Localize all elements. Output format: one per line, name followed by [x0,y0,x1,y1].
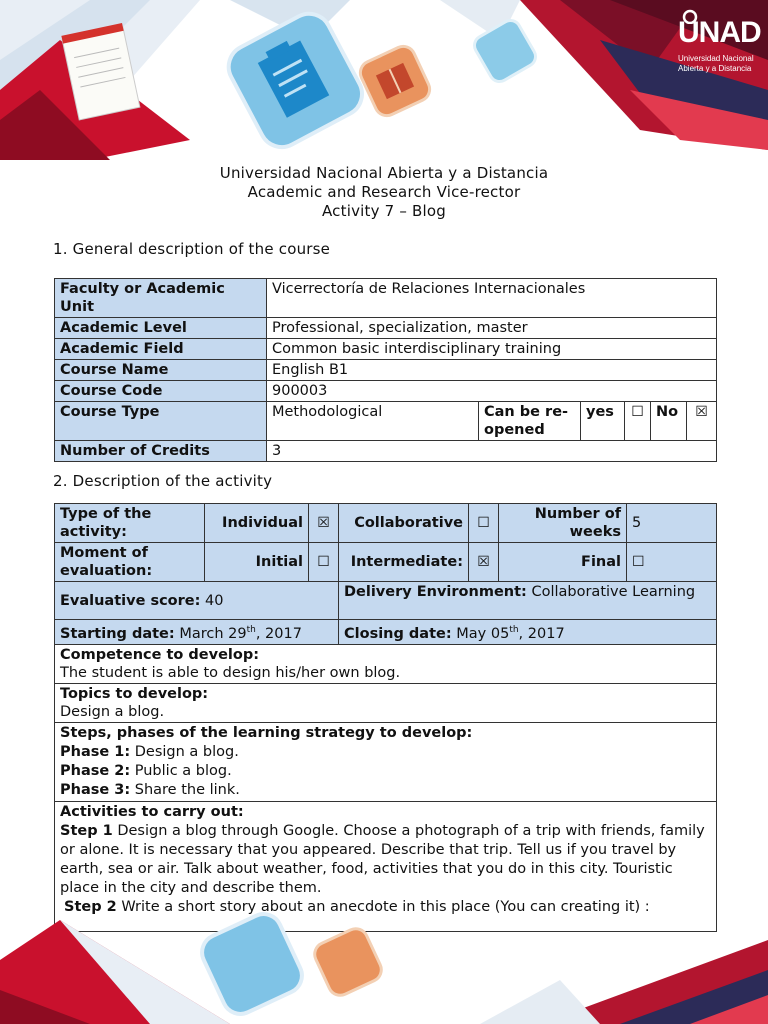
step1-paragraph [60,822,711,898]
table-row [55,318,717,339]
close-date-cell [339,620,717,645]
course-code-value: 900003 [267,381,717,402]
close-date-sup: th [509,625,519,635]
university-name: Universidad Nacional Abierta y a Distancia [219,164,549,182]
course-type-label: Course Type [55,402,267,441]
unad-line2: Abierta y a Distancia [678,64,752,73]
phase3-label: Phase 3: [60,781,131,798]
final-label: Final [499,543,627,582]
start-date-value: March 29 [179,625,247,642]
phase3-value: Share the link. [134,781,240,798]
faculty-label: Faculty or Academic Unit [55,279,267,318]
step1-text: Design a blog through Google. Choose a photograph of a trip with friends, family or alone. It is necessary that you appeared. Describe that trip. Tell us if you travel by earth, sea or air. Talk about weather, food, activities that you do in this city. Touristic place in the city and describe them. [60,822,705,896]
section1-title: 1. General description of the course [53,240,331,258]
table-row [55,801,717,931]
topics-value: Design a blog. [60,703,165,720]
table-row [55,339,717,360]
course-code-label: Course Code [55,381,267,402]
field-value: Common basic interdisciplinary training [267,339,717,360]
collaborative-label: Collaborative [339,504,469,543]
yes-label: yes [581,402,625,441]
individual-label: Individual [205,504,309,543]
table-row [55,402,717,441]
reopen-label: Can be re-opened [479,402,581,441]
close-date-value: May 05 [456,625,510,642]
course-type-value: Methodological [267,402,479,441]
steps-cell [55,722,717,801]
level-value: Professional, specialization, master [267,318,717,339]
course-description-table [54,278,717,462]
collaborative-checkbox[interactable]: ☐ [469,504,499,543]
competence-cell [55,644,717,683]
no-label: No [651,402,687,441]
environment-cell [339,582,717,620]
table-row [55,504,717,543]
credits-value: 3 [267,441,717,462]
competence-label: Competence to develop: [60,646,260,663]
step2-text: Write a short story about an anecdote in this place (You can creating it) : [121,898,650,915]
table-row [55,644,717,683]
clipboard-icon [222,8,367,153]
phase3-line [60,781,711,800]
phase2-label: Phase 2: [60,762,131,779]
start-date-year: , 2017 [255,625,302,642]
competence-value: The student is able to design his/her own blog. [60,664,401,681]
moment-label: Moment of evaluation: [55,543,205,582]
environment-value: Collaborative Learning [531,584,696,600]
initial-checkbox[interactable]: ☐ [309,543,339,582]
close-date-year: , 2017 [518,625,565,642]
initial-label: Initial [205,543,309,582]
table-row [55,722,717,801]
field-label: Academic Field [55,339,267,360]
unad-line1: Universidad Nacional [678,54,754,63]
table-row [55,620,717,645]
start-date-label: Starting date: [60,625,175,642]
steps-label: Steps, phases of the learning strategy to develop: [60,724,473,741]
score-label: Evaluative score: [60,592,201,609]
tile-decoration [472,18,538,84]
no-checkbox[interactable]: ☒ [687,402,717,441]
table-row [55,381,717,402]
weeks-value: 5 [627,504,717,543]
course-name-label: Course Name [55,360,267,381]
table-row [55,543,717,582]
table-row [55,683,717,722]
weeks-label: Number of weeks [499,504,627,543]
table-row [55,279,717,318]
topics-label: Topics to develop: [60,685,209,702]
credits-label: Number of Credits [55,441,267,462]
table-row [55,582,717,620]
step2-paragraph [60,898,711,917]
activity-title: Activity 7 – Blog [321,202,446,220]
activity-type-label: Type of the activity: [55,504,205,543]
level-label: Academic Level [55,318,267,339]
score-value: 40 [205,592,224,609]
intermediate-checkbox[interactable]: ☒ [469,543,499,582]
activity-description-table [54,503,717,932]
phase1-line [60,743,711,762]
environment-label: Delivery Environment: [344,584,527,600]
step2-label: Step 2 [64,898,117,915]
intermediate-label: Intermediate: [339,543,469,582]
topics-cell [55,683,717,722]
step1-label: Step 1 [60,822,113,839]
document-header [0,164,768,221]
phase2-value: Public a blog. [134,762,232,779]
individual-checkbox[interactable]: ☒ [309,504,339,543]
notepad-icon [58,18,148,128]
table-row [55,441,717,462]
tile-decoration [196,908,308,1020]
vice-rector-line: Academic and Research Vice-rector [247,183,521,201]
phase1-label: Phase 1: [60,743,131,760]
faculty-value: Vicerrectoría de Relaciones Internacionales [267,279,717,318]
unad-logo [676,6,766,78]
tile-decoration [310,924,386,1000]
unad-brand: UNAD [678,16,761,49]
section2-title: 2. Description of the activity [53,472,273,490]
book-icon [358,44,432,118]
final-checkbox[interactable]: ☐ [627,543,717,582]
score-cell [55,582,339,620]
activities-cell [55,801,717,931]
course-name-value: English B1 [267,360,717,381]
phase2-line [60,762,711,781]
phase1-value: Design a blog. [134,743,239,760]
table-row [55,360,717,381]
start-date-cell [55,620,339,645]
activities-label: Activities to carry out: [60,803,244,820]
close-date-label: Closing date: [344,625,452,642]
start-date-sup: th [246,625,256,635]
yes-checkbox[interactable]: ☐ [625,402,651,441]
